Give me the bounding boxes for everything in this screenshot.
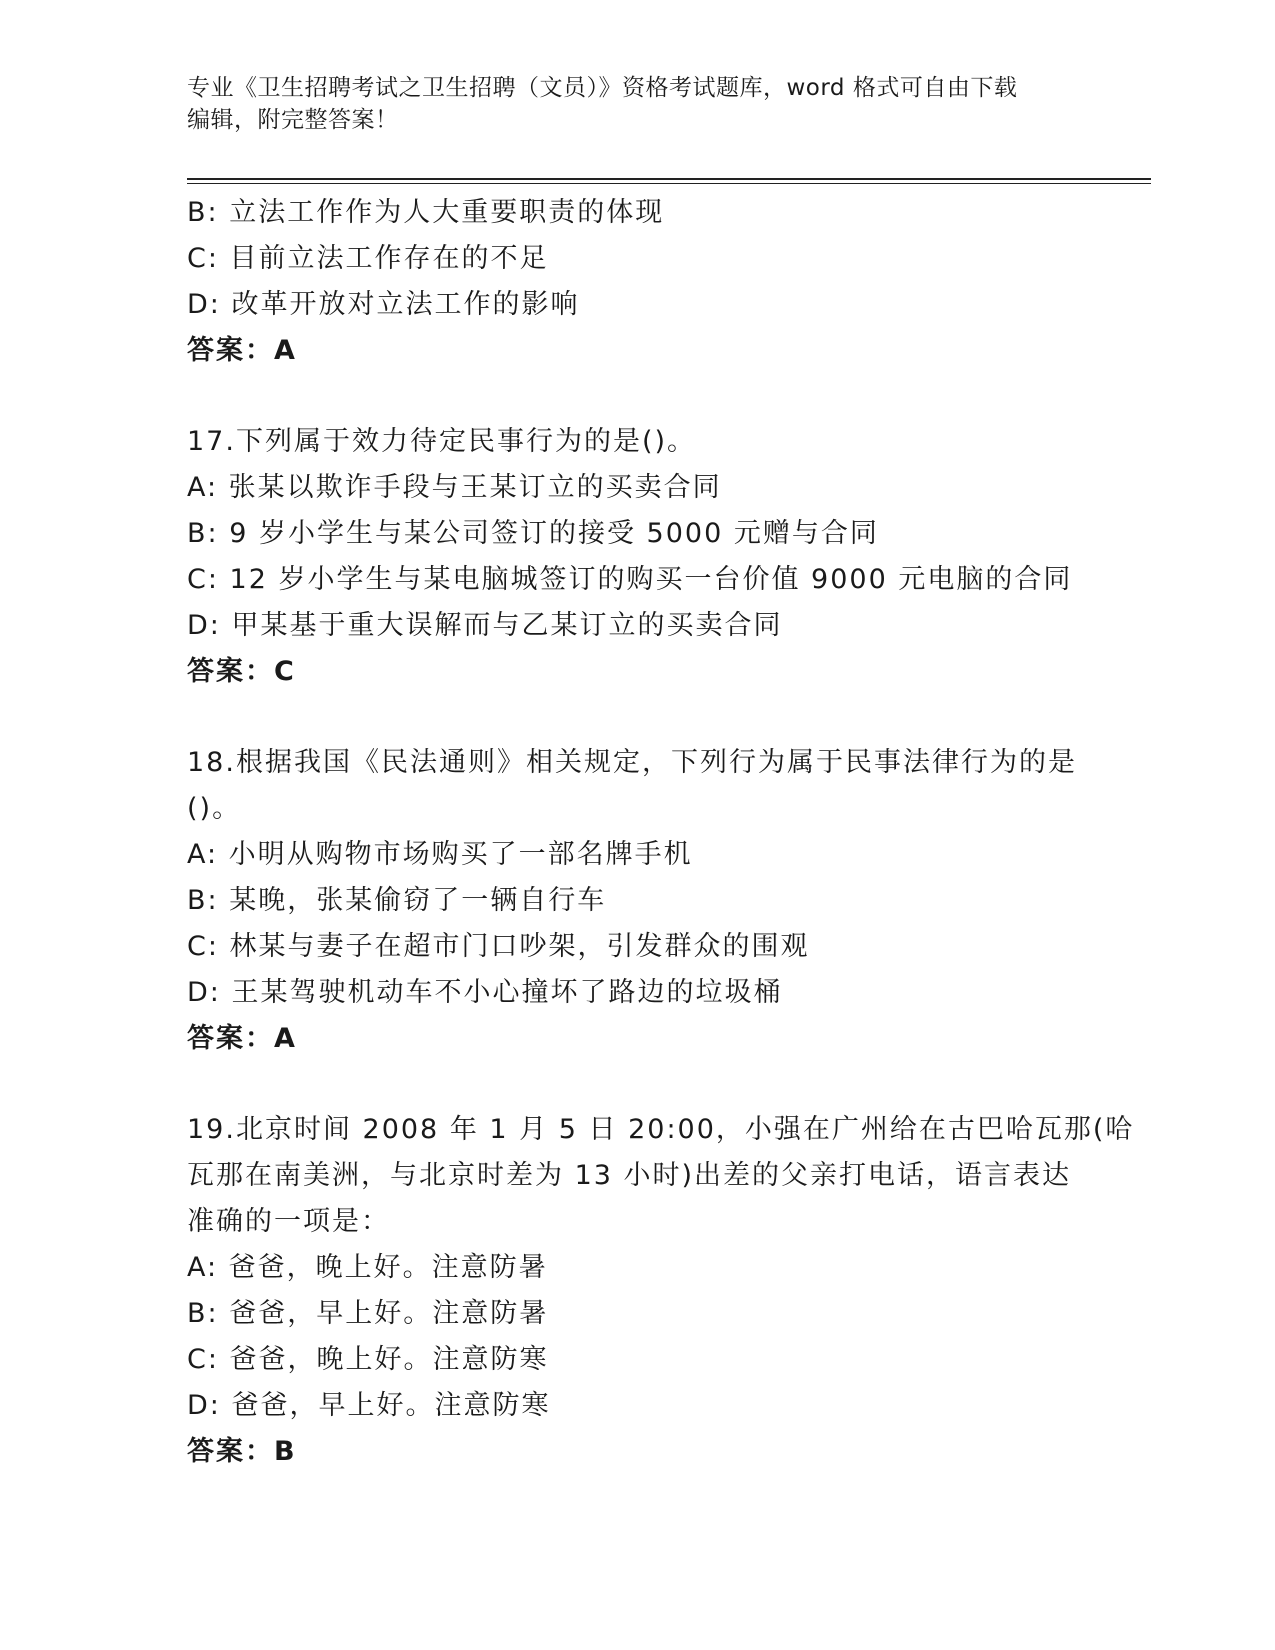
question-block-19	[187, 1107, 1135, 1475]
question-stem-continued: ()。	[187, 793, 242, 824]
question-stem-continued: 瓦那在南美洲，与北京时差为 13 小时)出差的父亲打电话，语言表达	[187, 1160, 1072, 1191]
question-stem: 18.根据我国《民法通则》相关规定，下列行为属于民事法律行为的是	[187, 747, 1077, 778]
header-divider-thick	[187, 178, 1151, 180]
option-c: C: 目前立法工作存在的不足	[187, 243, 549, 274]
question-stem-continued: 准确的一项是：	[187, 1206, 390, 1237]
header-line-1: 专业《卫生招聘考试之卫生招聘（文员）》资格考试题库，word 格式可自由下载	[187, 75, 1018, 101]
question-stem: 17.下列属于效力待定民事行为的是()。	[187, 426, 697, 457]
answer-label: 答案：A	[187, 1023, 297, 1054]
answer-label: 答案：C	[187, 656, 296, 687]
option-c: C: 爸爸，晚上好。注意防寒	[187, 1344, 549, 1375]
option-b: B: 爸爸，早上好。注意防暑	[187, 1298, 549, 1329]
header-line-2: 编辑，附完整答案！	[187, 107, 399, 133]
option-d: D: 甲某基于重大误解而与乙某订立的买卖合同	[187, 610, 783, 641]
option-b: B: 9 岁小学生与某公司签订的接受 5000 元赠与合同	[187, 518, 879, 549]
document-header	[187, 72, 1087, 136]
option-b: B: 立法工作作为人大重要职责的体现	[187, 197, 665, 228]
question-block-18	[187, 740, 1087, 1062]
question-block-17	[187, 419, 1087, 695]
question-stem: 19.北京时间 2008 年 1 月 5 日 20:00，小强在广州给在古巴哈瓦那(哈	[187, 1114, 1135, 1145]
answer-label: 答案：A	[187, 335, 297, 366]
header-divider-thin	[187, 183, 1151, 184]
option-a: A: 小明从购物市场购买了一部名牌手机	[187, 839, 693, 870]
question-list	[187, 190, 1135, 1475]
answer-label: 答案：B	[187, 1436, 297, 1467]
option-b: B: 某晚，张某偷窃了一辆自行车	[187, 885, 607, 916]
option-a: A: 张某以欺诈手段与王某订立的买卖合同	[187, 472, 722, 503]
option-c: C: 林某与妻子在超市门口吵架，引发群众的围观	[187, 931, 810, 962]
option-c: C: 12 岁小学生与某电脑城签订的购买一台价值 9000 元电脑的合同	[187, 564, 1073, 595]
option-d: D: 王某驾驶机动车不小心撞坏了路边的垃圾桶	[187, 977, 783, 1008]
option-a: A: 爸爸，晚上好。注意防暑	[187, 1252, 548, 1283]
option-d: D: 改革开放对立法工作的影响	[187, 289, 580, 320]
option-d: D: 爸爸，早上好。注意防寒	[187, 1390, 551, 1421]
question-block-16	[187, 190, 1087, 374]
